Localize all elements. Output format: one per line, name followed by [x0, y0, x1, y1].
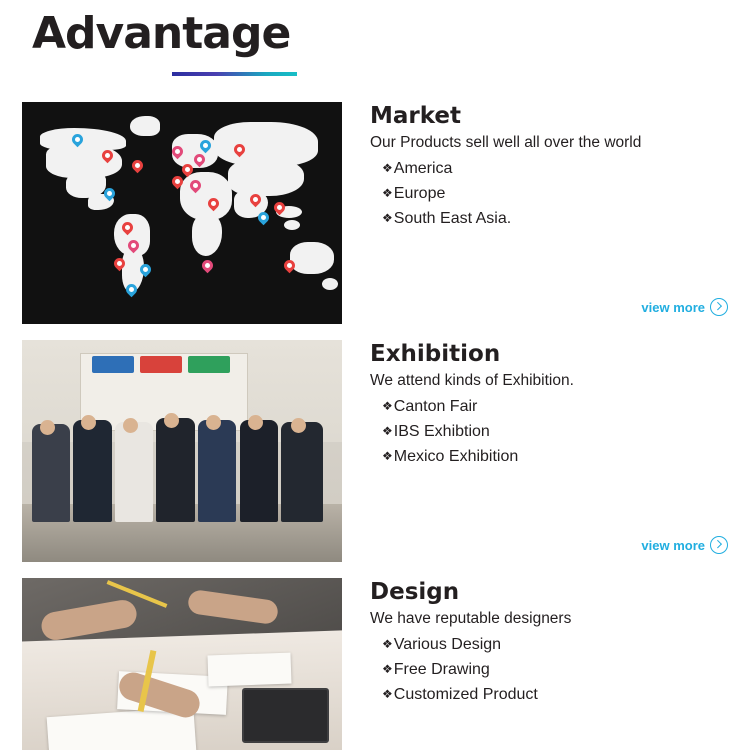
list-item-label: Mexico Exhibition: [393, 448, 519, 465]
diamond-bullet-icon: ❖: [382, 687, 393, 701]
market-subtitle: Our Products sell well all over the world: [370, 134, 642, 151]
view-more-label: view more: [641, 537, 705, 553]
chevron-right-icon: [710, 536, 728, 554]
list-item: [382, 394, 728, 419]
list-item-label: Free Drawing: [393, 661, 490, 678]
list-item: [382, 419, 728, 444]
list-item-label: South East Asia.: [393, 210, 512, 227]
diamond-bullet-icon: ❖: [382, 637, 393, 651]
list-item: [382, 632, 728, 657]
exhibition-title: Exhibition: [370, 341, 501, 367]
design-title: Design: [370, 579, 460, 605]
chevron-right-icon: [710, 298, 728, 316]
exhibition-photo-graphic: [22, 340, 342, 562]
exhibition-content: [370, 340, 728, 553]
diamond-bullet-icon: ❖: [382, 211, 393, 225]
design-bullet-list: [382, 632, 728, 707]
map-pin: [130, 158, 146, 174]
market-title: Market: [370, 103, 462, 129]
market-content: [370, 102, 728, 315]
view-more-exhibition-button[interactable]: [641, 536, 728, 554]
view-more-label: view more: [641, 299, 705, 315]
market-image: [22, 102, 342, 324]
list-item: [382, 682, 728, 707]
list-item: [382, 156, 728, 181]
diamond-bullet-icon: ❖: [382, 399, 393, 413]
exhibition-bullet-list: [382, 394, 728, 469]
market-bullet-list: [382, 156, 728, 231]
design-content: [370, 578, 728, 707]
page-header: [32, 6, 722, 76]
design-image: [22, 578, 342, 750]
list-item-label: America: [393, 160, 453, 177]
list-item: [382, 444, 728, 469]
list-item: [382, 657, 728, 682]
list-item-label: Various Design: [393, 636, 502, 653]
title-underline-accent: [172, 72, 297, 76]
map-pin: [200, 258, 216, 274]
diamond-bullet-icon: ❖: [382, 662, 393, 676]
list-item-label: IBS Exhibtion: [393, 423, 490, 440]
list-item-label: Canton Fair: [393, 398, 478, 415]
design-photo-graphic: [22, 578, 342, 750]
list-item-label: Europe: [393, 185, 446, 202]
list-item: [382, 181, 728, 206]
exhibition-image: [22, 340, 342, 562]
list-item: [382, 206, 728, 231]
exhibition-subtitle: We attend kinds of Exhibition.: [370, 372, 574, 389]
design-subtitle: We have reputable designers: [370, 610, 572, 627]
diamond-bullet-icon: ❖: [382, 186, 393, 200]
world-map-graphic: [22, 102, 342, 324]
diamond-bullet-icon: ❖: [382, 424, 393, 438]
diamond-bullet-icon: ❖: [382, 161, 393, 175]
page-title: Advantage: [32, 8, 291, 59]
list-item-label: Customized Product: [393, 686, 538, 703]
view-more-market-button[interactable]: [641, 298, 728, 316]
diamond-bullet-icon: ❖: [382, 449, 393, 463]
